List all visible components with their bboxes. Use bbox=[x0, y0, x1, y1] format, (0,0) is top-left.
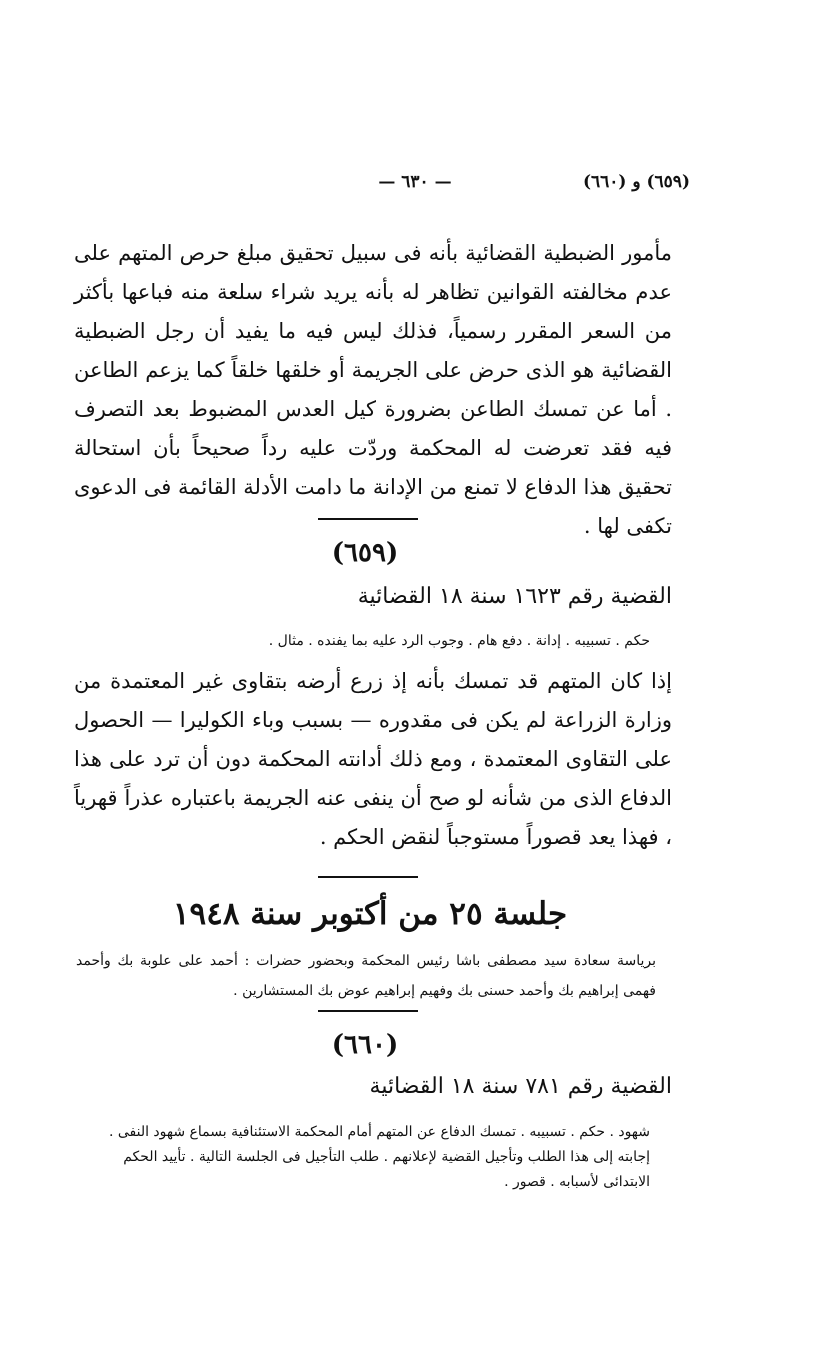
intro-paragraph: مأمور الضبطية القضائية بأنه فى سبيل تحقيق مبلغ حرص المتهم على عدم مخالفته القوانين تظاهر له بأنه يريد شراء سلعة منه فباعها بأكثر من السعر المقرر رسمياً، فذلك ليس فيه ما يفيد أن رجل الضبطية القضائية هو الذى حرض على الجريمة أو خلقها خلقاً كما يزعم الطاعن . أما عن تمسك الطاعن بضرورة كيل العدس المضبوط بعد التصرف فيه فقد تعرضت له المحكمة وردّت عليه رداً صحيحاً بأن استحالة تحقيق هذا الدفاع لا تمنع من الإدانة ما دامت الأدلة القائمة فى الدعوى تكفى لها . bbox=[74, 241, 672, 538]
section-divider bbox=[318, 1010, 418, 1012]
session-title: جلسة ٢٥ من أكتوبر سنة ١٩٤٨ bbox=[172, 896, 568, 932]
case-659-title: القضية رقم ١٦٢٣ سنة ١٨ القضائية bbox=[357, 584, 672, 609]
section-divider bbox=[318, 518, 418, 520]
session-presidency: برياسة سعادة سيد مصطفى باشا رئيس المحكمة وبحضور حضرات : أحمد على علوبة بك وأحمد فهمى إبراهيم بك وأحمد حسنى بك وفهيم إبراهيم عوض بك المستشارين . bbox=[76, 953, 656, 999]
section-divider bbox=[318, 876, 418, 878]
case-660-number: (٦٦٠) bbox=[331, 1030, 399, 1060]
page-number: — ٦٣٠ — bbox=[378, 172, 452, 192]
case-659-keywords: حكم . تسبيبه . إدانة . دفع هام . وجوب الرد عليه بما يفنده . مثال . bbox=[268, 633, 650, 649]
case-659-number: (٦٥٩) bbox=[331, 538, 399, 568]
case-660-keywords: شهود . حكم . تسبيبه . تمسك الدفاع عن المتهم أمام المحكمة الاستئنافية بسماع شهود النفى . إجابته إلى هذا الطلب وتأجيل القضية لإعلانهم . طلب التأجيل فى الجلسة التالية . تأييد الحكم الابتدائى لأسبابه . قصور . bbox=[108, 1124, 650, 1190]
running-header bbox=[70, 172, 690, 202]
header-case-numbers: (٦٥٩) و (٦٦٠) bbox=[582, 172, 690, 192]
case-659-body: إذا كان المتهم قد تمسك بأنه إذ زرع أرضه بتقاوى غير المعتمدة من وزارة الزراعة لم يكن فى مقدوره — بسبب وباء الكوليرا — الحصول على التقاوى المعتمدة ، ومع ذلك أدانته المحكمة دون أن ترد على هذا الدفاع الذى من شأنه لو صح أن ينفى عنه الجريمة باعتباره عذراً قهرياً ، فهذا يعد قصوراً مستوجباً لنقض الحكم . bbox=[74, 669, 672, 849]
case-660-title: القضية رقم ٧٨١ سنة ١٨ القضائية bbox=[369, 1074, 672, 1099]
